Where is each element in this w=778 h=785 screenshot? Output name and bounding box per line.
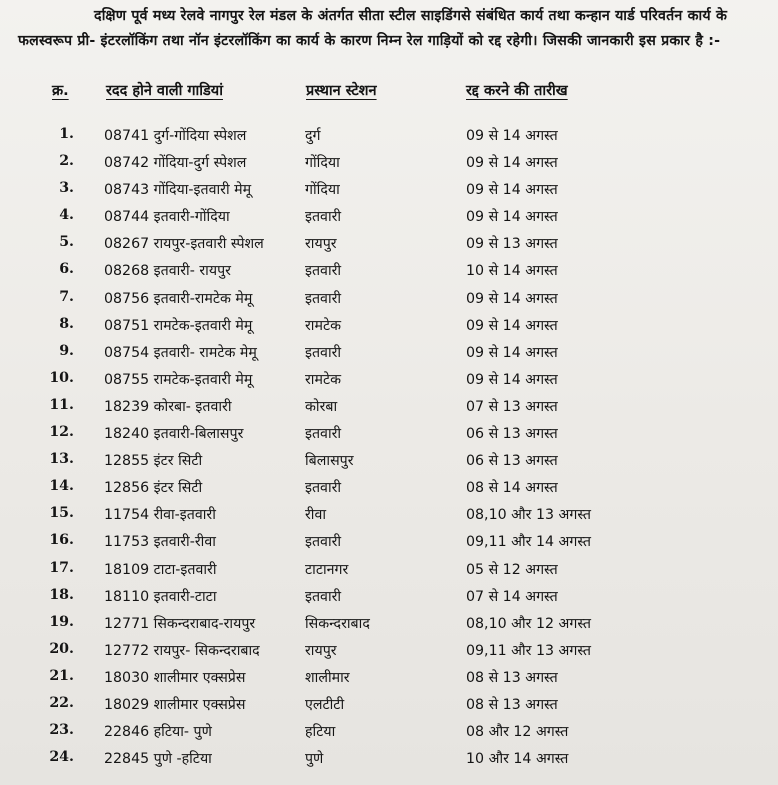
row-serial: 17. [49, 559, 74, 576]
table-row [0, 312, 778, 339]
table-row [0, 420, 778, 447]
row-date: 06 से 13 अगस्त [466, 426, 558, 443]
row-serial: 8. [59, 315, 74, 332]
row-serial: 18. [49, 586, 74, 603]
row-date: 09 से 14 अगस्त [466, 209, 558, 226]
row-train: 08268 इतवारी- रायपुर [104, 263, 231, 280]
row-serial: 4. [59, 207, 74, 224]
row-station: पुणे [305, 751, 324, 768]
row-date: 06 से 13 अगस्त [466, 453, 558, 470]
table-row [0, 257, 778, 284]
row-train: 18110 इतवारी-टाटा [104, 588, 217, 605]
row-date: 07 से 14 अगस्त [466, 588, 558, 605]
row-station: गोंदिया [305, 155, 340, 172]
row-date: 09 से 14 अगस्त [466, 344, 558, 361]
row-train: 08755 रामटेक-इतवारी मेमू [104, 371, 253, 388]
row-date: 09,11 और 14 अगस्त [466, 534, 591, 551]
row-serial: 15. [49, 505, 74, 522]
table-row [0, 149, 778, 176]
row-serial: 10. [49, 369, 74, 386]
row-serial: 1. [59, 126, 74, 142]
row-serial: 2. [59, 153, 74, 170]
row-date: 09 से 14 अगस्त [466, 317, 558, 334]
row-train: 08744 इतवारी-गोंदिया [104, 209, 230, 226]
row-date: 09 से 14 अगस्त [466, 128, 558, 144]
table-row [0, 447, 778, 474]
row-train: 12771 सिकन्दराबाद-रायपुर [104, 615, 256, 632]
table-row [0, 637, 778, 664]
header-train: रदद होने वाली गाडियां [106, 83, 223, 99]
table-row [0, 230, 778, 257]
intro-paragraph [18, 4, 760, 54]
row-serial: 11. [49, 396, 74, 413]
row-train: 18239 कोरबा- इतवारी [104, 398, 232, 415]
table-row [0, 556, 778, 583]
row-station: सिकन्दराबाद [305, 615, 370, 632]
table-row [0, 176, 778, 203]
row-date: 09 से 13 अगस्त [466, 236, 558, 253]
row-train: 12856 इंटर सिटी [104, 480, 203, 497]
row-train: 11753 इतवारी-रीवा [104, 534, 216, 551]
row-train: 18029 शालीमार एक्सप्रेस [104, 696, 246, 713]
row-date: 10 से 14 अगस्त [466, 263, 558, 280]
row-serial: 20. [49, 640, 74, 657]
row-date: 08 से 14 अगस्त [466, 480, 558, 497]
row-serial: 24. [49, 749, 74, 766]
row-date: 08,10 और 13 अगस्त [466, 507, 591, 524]
row-date: 08 से 13 अगस्त [466, 669, 558, 686]
row-station: दुर्ग [305, 128, 321, 144]
row-date: 10 और 14 अगस्त [466, 751, 569, 768]
table-row [0, 745, 778, 772]
header-station: प्रस्थान स्टेशन [306, 83, 377, 99]
row-date: 09 से 14 अगस्त [466, 155, 558, 172]
row-station: हटिया [305, 724, 336, 741]
table-row [0, 393, 778, 420]
row-serial: 12. [49, 424, 74, 441]
row-station: रामटेक [305, 317, 342, 334]
intro-text: दक्षिण पूर्व मध्य रेलवे नागपुर रेल मंडल के अंतर्गत सीता स्टील साइडिंगसे संबंधित कार्य तथा कन्हान यार्ड परिवर्तन कार्य के फलस्वरूप प्री- इंटरलॉकिंग तथा नॉन इंटरलॉकिंग का कार्य के कारण निम्न रेल गाड़ियों को रद्द रहेगी। जिसकी जानकारी इस प्रकार है :- [18, 8, 728, 49]
row-date: 08,10 और 12 अगस्त [466, 615, 591, 632]
row-station: एलटीटी [305, 696, 345, 713]
table-row [0, 203, 778, 230]
row-station: इतवारी [305, 263, 342, 280]
row-station: इतवारी [305, 534, 342, 551]
table-row [0, 474, 778, 501]
row-date: 08 और 12 अगस्त [466, 724, 569, 741]
row-train: 08756 इतवारी-रामटेक मेमू [104, 290, 253, 307]
row-serial: 14. [49, 478, 74, 495]
row-date: 09 से 14 अगस्त [466, 290, 558, 307]
row-train: 22846 हटिया- पुणे [104, 724, 212, 741]
row-train: 18109 टाटा-इतवारी [104, 561, 217, 578]
row-train: 08267 रायपुर-इतवारी स्पेशल [104, 236, 264, 253]
row-serial: 19. [49, 613, 74, 630]
table-row [0, 691, 778, 718]
row-train: 12855 इंटर सिटी [104, 453, 203, 470]
row-serial: 3. [59, 180, 74, 197]
table-row [0, 122, 778, 149]
row-serial: 23. [49, 722, 74, 739]
header-date: रद्द करने की तारीख [466, 83, 568, 99]
table-row [0, 664, 778, 691]
row-station: शालीमार [305, 669, 350, 686]
row-serial: 13. [49, 451, 74, 468]
row-train: 08742 गोंदिया-दुर्ग स्पेशल [104, 155, 247, 172]
row-train: 18240 इतवारी-बिलासपुर [104, 426, 244, 443]
row-date: 09 से 14 अगस्त [466, 371, 558, 388]
row-date: 09 से 14 अगस्त [466, 182, 558, 199]
row-date: 08 से 13 अगस्त [466, 696, 558, 713]
row-serial: 16. [49, 532, 74, 549]
row-serial: 9. [59, 342, 74, 359]
table-row [0, 610, 778, 637]
table-row [0, 528, 778, 555]
row-serial: 5. [59, 234, 74, 251]
row-station: रायपुर [305, 236, 337, 253]
row-station: रीवा [305, 507, 327, 524]
row-serial: 21. [49, 667, 74, 684]
row-station: रामटेक [305, 371, 342, 388]
row-train: 08741 दुर्ग-गोंदिया स्पेशल [104, 128, 247, 144]
table-row [0, 583, 778, 610]
header-serial: क्र. [52, 83, 69, 99]
row-station: इतवारी [305, 588, 342, 605]
train-list [0, 122, 778, 772]
row-station: गोंदिया [305, 182, 340, 199]
row-station: इतवारी [305, 344, 342, 361]
row-station: इतवारी [305, 426, 342, 443]
row-station: इतवारी [305, 480, 342, 497]
row-station: कोरबा [305, 398, 338, 415]
row-train: 08754 इतवारी- रामटेक मेमू [104, 344, 257, 361]
table-row [0, 366, 778, 393]
row-train: 08751 रामटेक-इतवारी मेमू [104, 317, 253, 334]
row-date: 07 से 13 अगस्त [466, 398, 558, 415]
row-station: इतवारी [305, 209, 342, 226]
row-serial: 22. [49, 694, 74, 711]
table-row [0, 339, 778, 366]
row-train: 22845 पुणे -हटिया [104, 751, 212, 768]
row-date: 05 से 12 अगस्त [466, 561, 558, 578]
row-train: 12772 रायपुर- सिकन्दराबाद [104, 642, 260, 659]
row-station: इतवारी [305, 290, 342, 307]
table-row [0, 718, 778, 745]
row-serial: 7. [59, 288, 74, 305]
row-train: 18030 शालीमार एक्सप्रेस [104, 669, 246, 686]
row-station: रायपुर [305, 642, 337, 659]
table-row [0, 501, 778, 528]
row-date: 09,11 और 13 अगस्त [466, 642, 591, 659]
row-serial: 6. [59, 261, 74, 278]
row-train: 11754 रीवा-इतवारी [104, 507, 216, 524]
row-station: टाटानगर [305, 561, 349, 578]
table-row [0, 285, 778, 312]
row-station: बिलासपुर [305, 453, 354, 470]
row-train: 08743 गोंदिया-इतवारी मेमू [104, 182, 252, 199]
